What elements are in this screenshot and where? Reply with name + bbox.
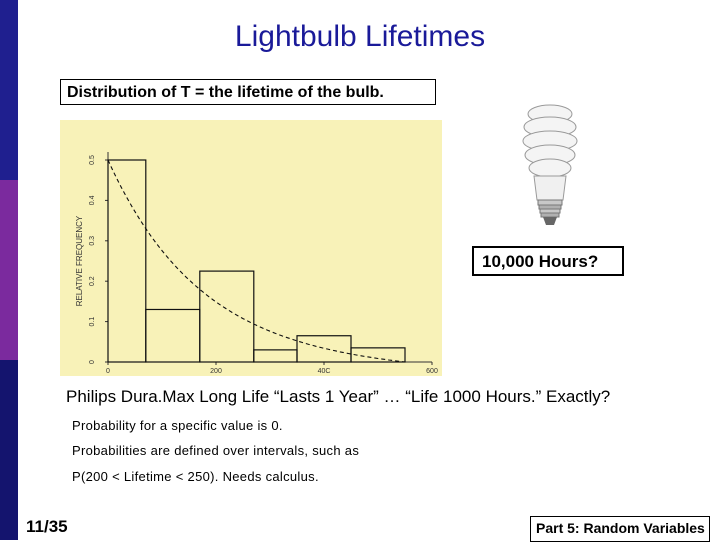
y-tick-label: 0.1 bbox=[89, 316, 96, 327]
histogram-panel bbox=[60, 120, 442, 376]
accent-segment-bottom bbox=[0, 360, 18, 540]
page-number: 11/35 bbox=[26, 517, 68, 536]
lightbulb-icon bbox=[510, 100, 590, 235]
slide-title: Lightbulb Lifetimes bbox=[234, 20, 486, 53]
histogram-bar bbox=[146, 309, 200, 362]
y-axis-label: RELATIVE FREQUENCY bbox=[75, 215, 84, 307]
section-label: Part 5: Random Variables bbox=[530, 516, 710, 542]
philips-claim-text: Philips Dura.Max Long Life “Lasts 1 Year” … “Life 1000 Hours.” Exactly? bbox=[66, 387, 611, 406]
histogram-chart bbox=[60, 120, 442, 376]
y-tick-label: 0.5 bbox=[89, 155, 96, 165]
x-tick-label: 200 bbox=[210, 368, 222, 375]
density-curve bbox=[108, 160, 405, 362]
histogram-bar bbox=[297, 336, 351, 362]
histogram-bar bbox=[351, 348, 405, 362]
left-accent-bar bbox=[0, 0, 18, 540]
note-specific-value: Probability for a specific value is 0. bbox=[72, 418, 283, 433]
histogram-bar bbox=[254, 350, 297, 362]
y-tick-label: 0.4 bbox=[89, 195, 96, 206]
histogram-bar bbox=[200, 271, 254, 362]
hours-callout: 10,000 Hours? bbox=[472, 246, 624, 276]
x-tick-label: 0 bbox=[106, 368, 110, 375]
y-tick-label: 0.3 bbox=[89, 235, 96, 246]
note-intervals: Probabilities are defined over intervals, such as bbox=[72, 443, 360, 458]
note-calculus: P(200 < Lifetime < 250). Needs calculus. bbox=[72, 469, 319, 484]
accent-segment-middle bbox=[0, 180, 18, 360]
x-tick-label: 600 bbox=[426, 368, 438, 375]
x-tick-label: 40C bbox=[317, 368, 331, 375]
y-tick-label: 0.2 bbox=[89, 276, 96, 287]
subtitle-box: Distribution of T = the lifetime of the bulb. bbox=[60, 79, 436, 105]
histogram-bar bbox=[108, 160, 146, 362]
y-tick-label: 0 bbox=[89, 360, 96, 364]
